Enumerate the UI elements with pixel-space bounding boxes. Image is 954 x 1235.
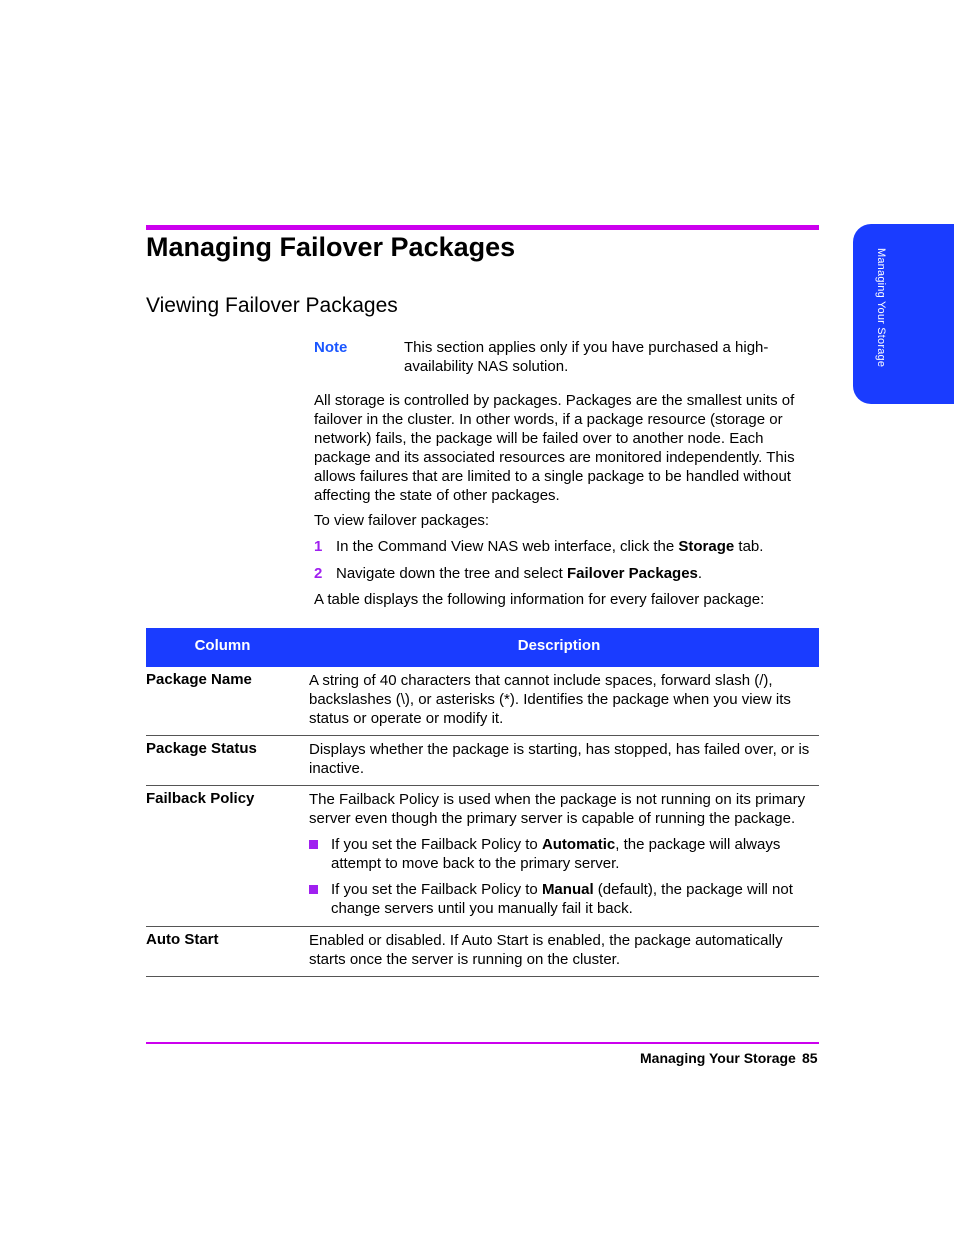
row-desc: Enabled or disabled. If Auto Start is enabled, the package automatically starts once the server is running on the cluster. xyxy=(309,932,783,968)
step-text: Navigate down the tree and select Failover Packages. xyxy=(336,565,703,582)
table-row xyxy=(146,786,819,927)
page-number: 85 xyxy=(802,1050,818,1066)
table-intro: A table displays the following information for every failover package: xyxy=(314,591,765,608)
intro-paragraph: All storage is controlled by packages. Packages are the smallest units of failover in the cluster. In other words, if a package resource (storage or network) fails, the package will be failed over to another node. Each package and its associated resources are monitored independently. This allows failures that are limited to a single package to be handled without affecting the state of other packages. xyxy=(314,392,795,504)
step-number: 2 xyxy=(314,565,323,582)
bullet-item: If you set the Failback Policy to Automatic, the package will always attempt to move back to the primary server. xyxy=(309,835,814,873)
note-text: This section applies only if you have purchased a high-availability NAS solution. xyxy=(404,339,769,375)
row-desc: A string of 40 characters that cannot include spaces, forward slash (/), backslashes (\), or asterisks (*). Identifies the package when you view its status or operate or modify it. xyxy=(309,672,791,727)
row-name: Package Name xyxy=(146,671,252,688)
column-header: Column xyxy=(194,637,251,654)
row-name: Failback Policy xyxy=(146,790,255,807)
row-name: Auto Start xyxy=(146,931,219,948)
bottom-rule xyxy=(146,1042,819,1044)
to-view-text: To view failover packages: xyxy=(314,512,490,529)
description-header: Description xyxy=(517,637,601,654)
row-desc: The Failback Policy is used when the package is not running on its primary server even though the primary server is capable of running the package. If you set the Failback Policy to Automatic, the package will always attempt to move back to the primary server. If you set the Failback Policy to Manual (default), the package will not change servers until you manually fail it back. xyxy=(309,790,814,918)
table-row xyxy=(146,736,819,786)
bullet-item: If you set the Failback Policy to Manual (default), the package will not change servers until you manually fail it back. xyxy=(309,880,814,918)
table-row xyxy=(146,927,819,977)
section-title: Viewing Failover Packages xyxy=(146,294,398,317)
step-number: 1 xyxy=(314,538,323,555)
table-header xyxy=(146,628,819,667)
side-tab xyxy=(853,224,954,404)
page-title: Managing Failover Packages xyxy=(146,232,516,262)
bullet-square-icon xyxy=(309,885,318,894)
note-label: Note xyxy=(314,339,348,356)
row-name: Package Status xyxy=(146,740,257,757)
side-tab-label: Managing Your Storage xyxy=(875,248,887,368)
footer-section: Managing Your Storage xyxy=(640,1050,796,1066)
top-rule xyxy=(146,225,819,230)
table-row xyxy=(146,667,819,736)
step-text: In the Command View NAS web interface, click the Storage tab. xyxy=(336,538,764,555)
bullet-square-icon xyxy=(309,840,318,849)
row-desc: Displays whether the package is starting, has stopped, has failed over, or is inactive. xyxy=(309,741,810,777)
